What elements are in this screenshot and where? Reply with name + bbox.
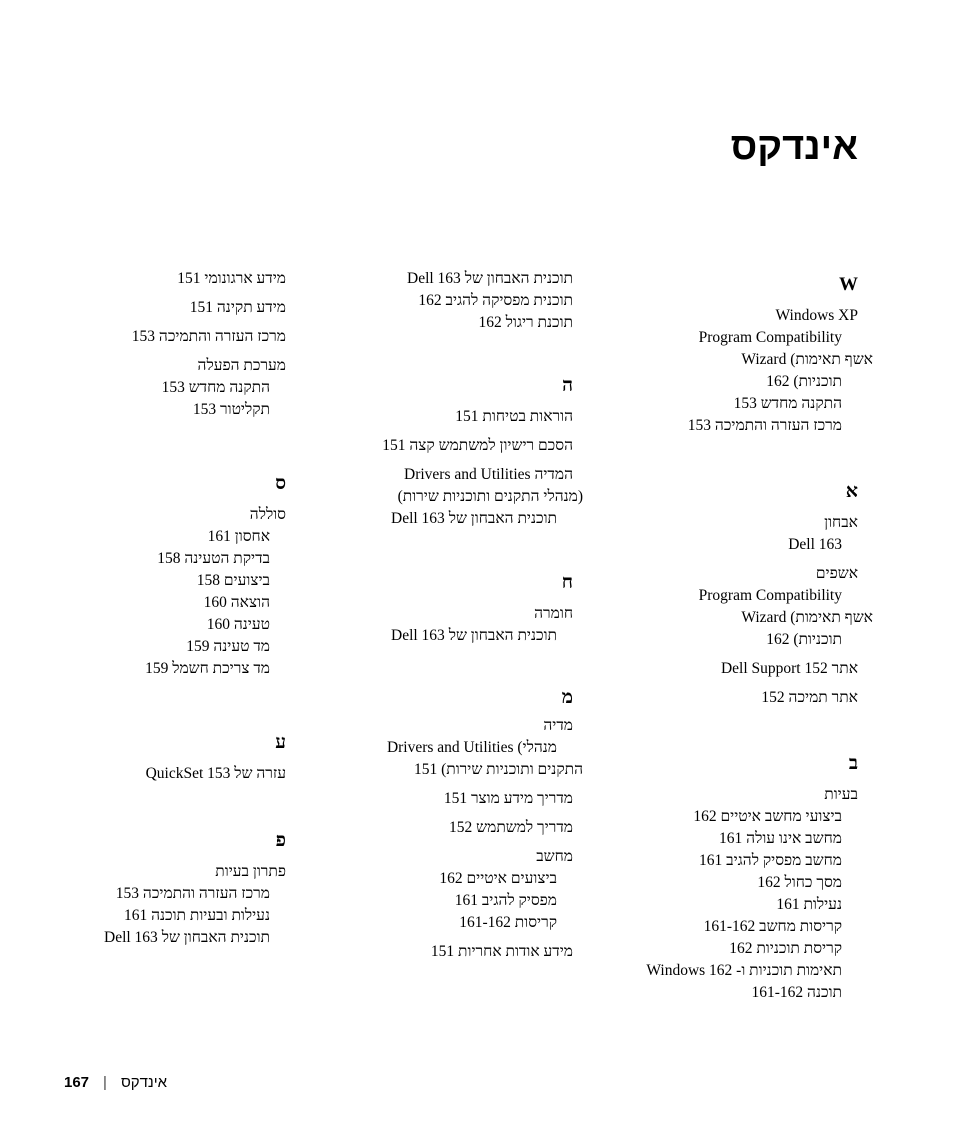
index-entry: תוכנית האבחון של Dell 163 <box>104 929 270 946</box>
index-entry: מידע אודות אחריות 151 <box>430 943 573 960</box>
index-entry: בדיקת הטעינה 158 <box>157 550 270 567</box>
index-entry: מדריך למשתמש 152 <box>449 819 573 836</box>
section-letter-alef: א <box>845 481 858 502</box>
index-column-middle <box>353 268 583 963</box>
index-entry: אחסון 161 <box>207 528 270 545</box>
index-entry: קריסת תוכניות 162 <box>729 940 842 957</box>
index-entry: התקנה מחדש 153 <box>733 395 842 412</box>
index-entry: נעילות 161 <box>776 896 842 913</box>
index-entry: בעיות <box>824 786 858 803</box>
index-entry: אתר Dell Support 152 <box>720 660 858 677</box>
index-entry: Program Compatibility <box>698 329 842 346</box>
index-entry: ביצועים איטיים 162 <box>439 870 557 887</box>
index-entry: אבחון <box>824 514 858 531</box>
index-entry: קריסות 161-162 <box>459 914 557 931</box>
index-entry: הסכם רישיון למשתמש קצה 151 <box>382 437 573 454</box>
index-entry: תוכנית מפסיקה להגיב 162 <box>418 292 573 309</box>
index-entry: אשף תאימות) Wizard <box>741 351 873 368</box>
index-entry: המדיה Drivers and Utilities <box>404 466 573 483</box>
index-entry: תקליטור 153 <box>192 401 270 418</box>
page-footer <box>64 1074 167 1091</box>
index-entry: מנהלי) Drivers and Utilities <box>386 739 557 756</box>
index-entry: Program Compatibility <box>698 587 842 604</box>
section-letter-ayin: ע <box>275 732 286 753</box>
page-number: 167 <box>64 1074 90 1091</box>
index-entry: מערכת הפעלה <box>197 357 286 374</box>
index-entry: מפסיק להגיב 161 <box>454 892 557 909</box>
footer-separator: | <box>103 1074 107 1091</box>
index-entry: מחשב <box>536 848 573 865</box>
index-entry: קריסות מחשב 161-162 <box>703 918 842 935</box>
index-entry: מד צריכת חשמל 159 <box>145 660 270 677</box>
index-entry: מחשב אינו עולה 161 <box>719 830 842 847</box>
section-letter-w: W <box>839 274 858 295</box>
index-entry: ביצועי מחשב איטיים 162 <box>693 808 842 825</box>
index-entry: ביצועים 158 <box>196 572 270 589</box>
index-entry: הוצאה 160 <box>203 594 270 611</box>
section-letter-bet: ב <box>848 753 858 774</box>
index-entry: תאימות תוכניות ו- Windows 162 <box>646 962 842 979</box>
index-column-right <box>643 268 873 1004</box>
index-entry: תוכנת ריגול 162 <box>478 314 573 331</box>
index-entry: טעינה 160 <box>206 616 270 633</box>
index-entry: עזרה של QuickSet 153 <box>145 765 286 782</box>
section-letter-pe: פ <box>275 830 286 851</box>
index-entry: תוכנית האבחון של Dell 163 <box>391 510 557 527</box>
index-entry: Windows XP <box>775 307 858 324</box>
footer-section-name: אינדקס <box>120 1074 168 1091</box>
section-letter-chet: ח <box>561 572 573 593</box>
index-entry: תוכנה 161-162 <box>751 984 842 1001</box>
index-entry: אתר תמיכה 152 <box>761 689 858 706</box>
index-entry: מדריך מידע מוצר 151 <box>443 790 573 807</box>
index-entry: התקנה מחדש 153 <box>161 379 270 396</box>
index-column-left <box>86 268 286 949</box>
index-entry: פתרון בעיות <box>215 863 286 880</box>
index-entry: מרכז העזרה והתמיכה 153 <box>131 328 286 345</box>
index-entry: מידע תקינה 151 <box>189 299 286 316</box>
index-entry: חומרה <box>534 605 573 622</box>
index-entry: תוכנית האבחון של Dell 163 <box>391 627 557 644</box>
index-entry: תוכניות) 162 <box>766 631 842 648</box>
index-entry: מרכז העזרה והתמיכה 153 <box>115 885 270 902</box>
page-title: אינדקס <box>730 126 858 168</box>
index-entry: מדיה <box>543 717 573 734</box>
index-entry: אשפים <box>815 565 858 582</box>
index-entry: אשף תאימות) Wizard <box>741 609 873 626</box>
index-entry: נעילות ובעיות תוכנה 161 <box>123 907 270 924</box>
section-letter-he: ה <box>562 375 573 396</box>
index-entry: מחשב מפסיק להגיב 161 <box>699 852 842 869</box>
index-entry: מידע ארגונומי 151 <box>177 270 286 287</box>
index-entry: הוראות בטיחות 151 <box>455 408 573 425</box>
index-entry: מסך כחול 162 <box>757 874 842 891</box>
section-letter-samekh: ס <box>275 473 286 494</box>
index-entry: מרכז העזרה והתמיכה 153 <box>687 417 842 434</box>
index-entry: התקנים ותוכניות שירות) 151 <box>413 761 583 778</box>
section-letter-mem: מ <box>561 687 573 708</box>
index-entry: Dell 163 <box>788 536 842 553</box>
index-entry: תוכנית האבחון של Dell 163 <box>407 270 573 287</box>
index-entry: (מנהלי התקנים ותוכניות שירות) <box>397 488 583 505</box>
index-entry: מד טעינה 159 <box>186 638 270 655</box>
index-entry: תוכניות) 162 <box>766 373 842 390</box>
index-entry: סוללה <box>249 506 286 523</box>
